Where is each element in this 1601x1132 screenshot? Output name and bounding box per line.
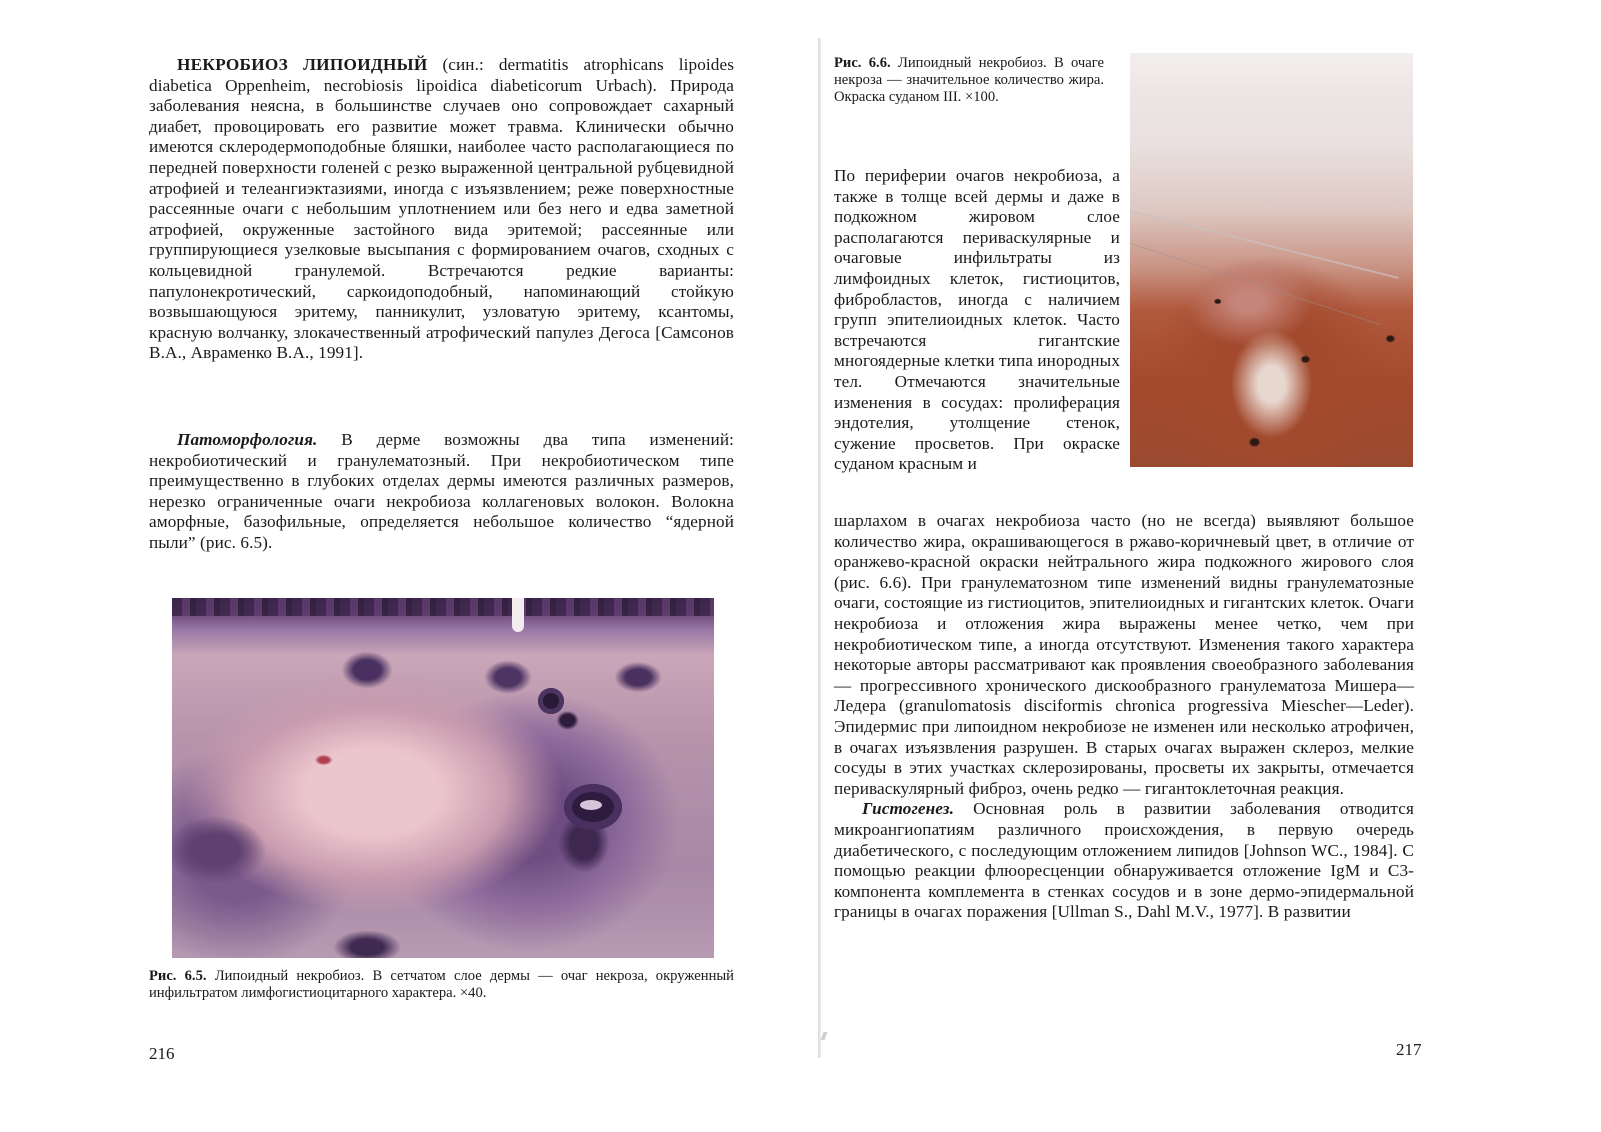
page-number-right: 217 bbox=[1396, 1040, 1422, 1059]
histogenesis-label: Гистогенез. bbox=[862, 799, 954, 819]
page-number-left: 216 bbox=[149, 1044, 175, 1063]
figure-6-6-label: Рис. 6.6. bbox=[834, 55, 891, 71]
book-gutter bbox=[818, 38, 821, 1058]
vessel-cross-section bbox=[538, 688, 564, 714]
pathomorphology-paragraph bbox=[149, 430, 734, 554]
article-heading: НЕКРОБИОЗ ЛИПОИДНЫЙ bbox=[177, 55, 428, 74]
pathomorphology-text: В дерме возможны два типа изменений: некробиотический и гранулематозный. При некробиотическом типе преимущественно в глубоких отделах дермы имеются различных размеров, нерезко ограниченные очаги некробиоза коллагеновых волокон. Волокна аморфные, базофильные, определяется небольшое количество “ядерной пыли” (рис. 6.5). bbox=[149, 430, 734, 552]
figure-6-5-caption bbox=[149, 968, 734, 1002]
figure-6-5-label: Рис. 6.5. bbox=[149, 968, 207, 984]
right-full-column bbox=[834, 511, 1414, 923]
epidermis-layer bbox=[172, 598, 714, 616]
hair-follicle bbox=[512, 598, 524, 632]
figure-6-6-caption-text: Липоидный некробиоз. В очаге некроза — значительное количество жира. Окраска суданом III. ×100. bbox=[834, 55, 1104, 105]
figure-6-6-micrograph bbox=[1130, 53, 1413, 467]
right-narrow-text: По периферии очагов некробиоза, а также в толще всей дермы и даже в подкожном жировом слое располагаются периваскулярные и очаговые инфильтраты из лимфоидных клеток, гистиоцитов, фибробластов, иногда с наличием групп эпителиоидных клеток. Часто встречаются гигантские многоядерные клетки типа инородных тел. Отмечаются значительные изменения в сосудах: пролиферация эндотелия, утолщение стенок, сужение просветов. При окраске суданом красным и bbox=[834, 166, 1121, 474]
figure-6-6-caption bbox=[834, 55, 1104, 106]
histogenesis-text: Основная роль в развитии заболевания отводится микроангиопатиям различного происхождения, в первую очередь диабетического, с последующим отложением липидов [Johnson WC., 1984]. С помощью реакции флюоресценции обнаруживается отложение IgM и C3-компонента комплемента в стенках сосудов и в зоне дермо-эпидермальной границы в очагах поражения [Ullman S., Dahl M.V., 1977]. В развитии bbox=[834, 799, 1414, 922]
figure-6-5-caption-text: Липоидный некробиоз. В сетчатом слое дермы — очаг некроза, окруженный инфильтратом лимфогистиоцитарного характера. ×40. bbox=[149, 968, 734, 1001]
intro-paragraph bbox=[149, 55, 734, 364]
figure-6-5-micrograph bbox=[172, 598, 714, 958]
right-narrow-paragraph bbox=[834, 166, 1120, 475]
gland-cross-section bbox=[564, 784, 622, 830]
right-full-text: шарлахом в очагах некробиоза часто (но не всегда) выявляют большое количество жира, окрашивающегося в ржаво-коричневый цвет, в отличие от оранжево-красной окраски нейтрального жира подкожного жирового слоя (рис. 6.6). При гранулематозном типе изменений видны гранулематозные очаги, состоящие из гистиоцитов, эпителиоидных и гигантских клеток. Очаги некробиоза и отложения жира выражены менее четко, чем при некробиотическом типе, а иногда отсутствуют. Изменения такого характера некоторые авторы рассматривают как проявления своеобразного заболевания — прогрессивного хронического дискообразного гранулематоза Мишера—Ледера (granulomatosis disciformis chronica progressiva Miescher—Leder). Эпидермис при липоидном некробиозе не изменен или несколько атрофичен, в очагах изъязвления разрушен. В старых очагах выражен склероз, мелкие сосуды в этих участках склерозированы, просветы их закрыты, отмечается периваскулярный фиброз, очень редко — гигантоклеточная реакция. bbox=[834, 511, 1414, 798]
pathomorphology-label: Патоморфология. bbox=[177, 430, 318, 449]
intro-text: (син.: dermatitis atrophicans lipoides diabetica Oppenheim, necrobiosis lipoidica diabeticorum Urbach). Природа заболевания неясна, в большинстве случаев оно сопровождает сахарный диабет, провоцировать его развитие может травма. Клинически обычно имеются склеродермоподобные бляшки, наиболее часто располагающиеся по передней поверхности голеней с резко выраженной центральной рубцевидной атрофией и телеангиэктазиями, иногда с изъязвлением; реже поверхностные рассеянные очаги с небольшим уплотнением или без него и едва заметной атрофией, окруженные застойного вида эритемой; рассеянные или группирующиеся узелковые высыпания с формированием очагов, сходных с кольцевидной гранулемой. Встречаются редкие варианты: папулонекротический, саркоидоподобный, напоминающий стойкую возвышающуюся эритему, панникулит, узловатую эритему, ксантомы, красную волчанку, злокачественный атрофический папулез Дегоса [Самсонов В.А., Авраменко В.А., 1991]. bbox=[149, 55, 734, 363]
